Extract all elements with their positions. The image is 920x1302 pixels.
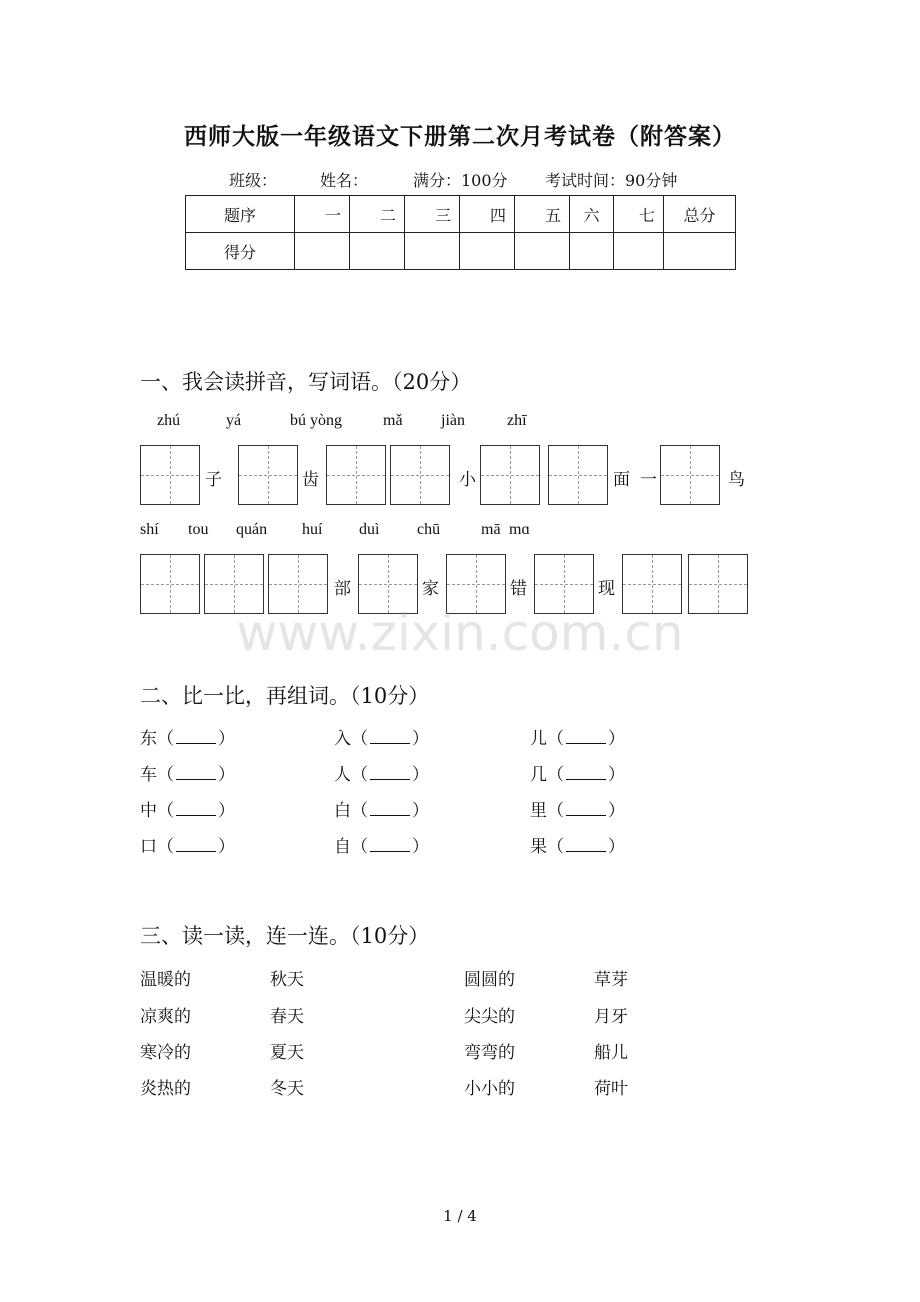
pinyin: zhī	[507, 412, 527, 429]
match-word-left[interactable]: 尖尖的	[464, 1007, 515, 1027]
section2-heading: 二、比一比，再组词。（10分）	[140, 684, 430, 708]
score-cell[interactable]	[460, 233, 515, 270]
pinyin: mā	[481, 521, 501, 538]
word-char: 中	[140, 801, 157, 821]
word-char: 几	[530, 765, 547, 785]
score-header-cell: 七	[614, 196, 664, 233]
answer-blank[interactable]	[176, 837, 216, 852]
word-item: 白（ ）	[334, 801, 429, 821]
answer-blank[interactable]	[566, 729, 606, 744]
given-character: 面	[613, 470, 630, 490]
writing-box[interactable]	[480, 445, 540, 505]
given-character: 子	[205, 470, 222, 490]
pinyin: chū	[417, 521, 441, 538]
answer-blank[interactable]	[176, 765, 216, 780]
pinyin: shí	[140, 521, 159, 538]
writing-box[interactable]	[238, 445, 298, 505]
word-char: 里	[530, 801, 547, 821]
name-label: 姓名：	[320, 171, 369, 190]
word-item: 人（ ）	[334, 765, 429, 785]
writing-box[interactable]	[140, 445, 200, 505]
match-word-left[interactable]: 凉爽的	[140, 1007, 191, 1027]
pinyin: mǎ	[383, 412, 403, 429]
score-cell[interactable]	[350, 233, 405, 270]
match-word-left[interactable]: 圆圆的	[464, 970, 515, 990]
answer-blank[interactable]	[370, 765, 410, 780]
match-word-left[interactable]: 温暖的	[140, 970, 191, 990]
match-word-right[interactable]: 冬天	[270, 1079, 304, 1099]
pinyin: bú yòng	[290, 412, 342, 429]
word-char: 自	[334, 837, 351, 857]
pinyin: duì	[359, 521, 380, 538]
match-word-left[interactable]: 炎热的	[140, 1079, 191, 1099]
word-item: 自（ ）	[334, 837, 429, 857]
word-char: 人	[334, 765, 351, 785]
word-item: 儿（ ）	[530, 729, 625, 749]
answer-blank[interactable]	[370, 837, 410, 852]
score-cell[interactable]	[570, 233, 614, 270]
word-item: 几（ ）	[530, 765, 625, 785]
score-header-cell: 六	[570, 196, 614, 233]
match-word-right[interactable]: 草芽	[594, 970, 628, 990]
answer-blank[interactable]	[370, 729, 410, 744]
pinyin: mɑ	[509, 521, 530, 538]
answer-blank[interactable]	[370, 801, 410, 816]
score-cell[interactable]	[614, 233, 664, 270]
writing-box[interactable]	[390, 445, 450, 505]
given-character: 一	[640, 470, 657, 490]
word-item: 里（ ）	[530, 801, 625, 821]
score-header-cell: 一	[295, 196, 350, 233]
match-word-left[interactable]: 寒冷的	[140, 1043, 191, 1063]
match-word-right[interactable]: 荷叶	[594, 1079, 628, 1099]
given-character: 齿	[302, 470, 319, 490]
pinyin: zhú	[157, 412, 181, 429]
score-table-score-row	[186, 233, 736, 270]
word-char: 车	[140, 765, 157, 785]
given-character: 现	[598, 579, 615, 599]
exam-time-label: 考试时间：90分钟	[545, 171, 678, 190]
match-word-right[interactable]: 月牙	[594, 1007, 628, 1027]
word-item: 车（ ）	[140, 765, 235, 785]
score-header-cell: 五	[515, 196, 570, 233]
word-char: 白	[334, 801, 351, 821]
answer-blank[interactable]	[176, 801, 216, 816]
word-item: 口（ ）	[140, 837, 235, 857]
match-word-right[interactable]: 春天	[270, 1007, 304, 1027]
given-character: 家	[422, 579, 439, 599]
score-header-cell: 题序	[186, 196, 295, 233]
answer-blank[interactable]	[566, 765, 606, 780]
match-word-right[interactable]: 船儿	[594, 1043, 628, 1063]
score-header-cell: 三	[405, 196, 460, 233]
match-word-right[interactable]: 秋天	[270, 970, 304, 990]
score-row-label: 得分	[186, 233, 295, 270]
given-character: 鸟	[728, 470, 745, 490]
pinyin: tou	[188, 521, 209, 538]
answer-blank[interactable]	[566, 801, 606, 816]
word-item: 东（ ）	[140, 729, 235, 749]
score-cell[interactable]	[405, 233, 460, 270]
writing-box[interactable]	[660, 445, 720, 505]
score-cell[interactable]	[295, 233, 350, 270]
page-number: 1 / 4	[443, 1207, 477, 1225]
match-word-right[interactable]: 夏天	[270, 1043, 304, 1063]
answer-blank[interactable]	[566, 837, 606, 852]
score-cell[interactable]	[515, 233, 570, 270]
score-cell[interactable]	[664, 233, 736, 270]
word-char: 口	[140, 837, 157, 857]
given-character: 小	[459, 470, 476, 490]
section3-heading: 三、读一读，连一连。（10分）	[140, 924, 430, 948]
answer-blank[interactable]	[176, 729, 216, 744]
full-score-label: 满分：100分	[413, 171, 508, 190]
score-table	[185, 195, 736, 270]
match-word-left[interactable]: 小小的	[464, 1079, 515, 1099]
pinyin: huí	[302, 521, 323, 538]
word-char: 东	[140, 729, 157, 749]
given-character: 部	[334, 579, 351, 599]
score-table-header-row	[186, 196, 736, 233]
writing-box[interactable]	[548, 445, 608, 505]
score-header-cell: 四	[460, 196, 515, 233]
word-item: 果（ ）	[530, 837, 625, 857]
section1-heading: 一、我会读拼音，写词语。（20分）	[140, 370, 472, 394]
word-char: 果	[530, 837, 547, 857]
match-word-left[interactable]: 弯弯的	[464, 1043, 515, 1063]
word-item: 入（ ）	[334, 729, 429, 749]
word-char: 入	[334, 729, 351, 749]
pinyin: yá	[226, 412, 242, 429]
pinyin: jiàn	[441, 412, 465, 429]
word-char: 儿	[530, 729, 547, 749]
score-header-cell: 二	[350, 196, 405, 233]
given-character: 错	[510, 579, 527, 599]
word-item: 中（ ）	[140, 801, 235, 821]
page-title: 西师大版一年级语文下册第二次月考试卷（附答案）	[184, 123, 736, 150]
writing-box[interactable]	[326, 445, 386, 505]
score-header-cell: 总分	[664, 196, 736, 233]
class-label: 班级：	[229, 171, 278, 190]
pinyin: quán	[236, 521, 268, 538]
watermark: www.zixin.com.cn	[236, 604, 684, 662]
